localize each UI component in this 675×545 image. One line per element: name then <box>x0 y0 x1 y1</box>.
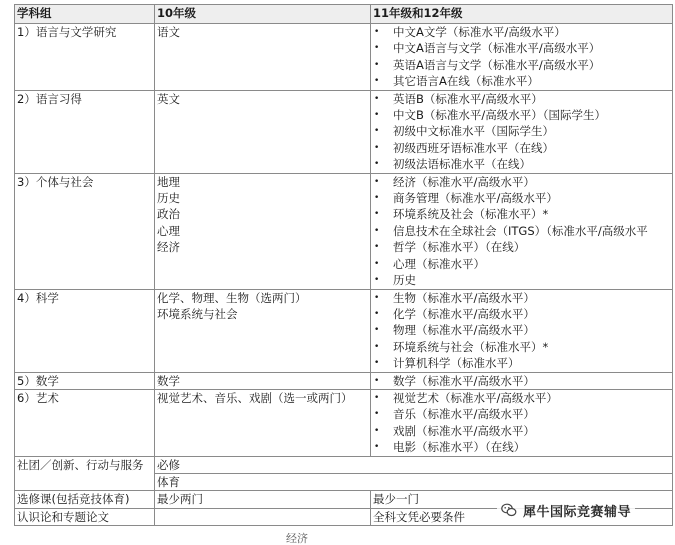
course-item: • 电影（标准水平）（在线） <box>373 439 670 455</box>
grade10-subject: 数学 <box>157 373 180 388</box>
course-item: • 音乐（标准水平/高级水平） <box>373 406 670 422</box>
grade10-subjects <box>155 24 371 91</box>
course-item: • 初级法语标准水平（在线） <box>373 156 670 172</box>
clubs-required: 必修 <box>155 456 673 473</box>
course-item: • 视觉艺术（标准水平/高级水平） <box>373 390 670 406</box>
course-item: • 化学（标准水平/高级水平） <box>373 306 670 322</box>
table-row-group-3 <box>15 173 673 289</box>
grade10-subjects <box>155 372 371 389</box>
electives-grade11-12: 最少一门 <box>371 491 673 508</box>
course-item: • 戏剧（标准水平/高级水平） <box>373 423 670 439</box>
grade11-12-courses <box>371 289 673 372</box>
table-row-group-5 <box>15 372 673 389</box>
header-grade10: 10年级 <box>155 5 371 24</box>
course-item: • 英语B（标准水平/高级水平） <box>373 91 670 107</box>
course-item: • 中文A文学（标准水平/高级水平） <box>373 24 670 40</box>
course-list <box>373 24 670 90</box>
group-name: 1）语言与文学研究 <box>15 24 155 91</box>
course-item: • 环境系统与社会（标准水平）* <box>373 339 670 355</box>
course-item: • 信息技术在全球社会（ITGS）（标准水平/高级水平 <box>373 223 670 239</box>
course-item: • 物理（标准水平/高级水平） <box>373 322 670 338</box>
grade11-12-courses <box>371 372 673 389</box>
course-item: • 初级中文标准水平（国际学生） <box>373 123 670 139</box>
course-item: • 环境系统及社会（标准水平）* <box>373 206 670 222</box>
table-row-group-1 <box>15 24 673 91</box>
course-list <box>373 290 670 372</box>
grade10-subject: 政治 <box>157 207 180 222</box>
grade11-12-courses <box>371 389 673 456</box>
grade10-subjects <box>155 389 371 456</box>
course-item: • 经济（标准水平/高级水平） <box>373 174 670 190</box>
course-list <box>373 174 670 289</box>
course-item: • 数学（标准水平/高级水平） <box>373 373 670 389</box>
tok-label: 认识论和专题论文 <box>15 508 155 525</box>
course-item: • 生物（标准水平/高级水平） <box>373 290 670 306</box>
tok-grade10 <box>155 508 371 525</box>
course-list <box>373 390 670 456</box>
grade10-subject: 心理 <box>157 223 180 238</box>
clubs-label: 社团／创新、行动与服务 <box>15 456 155 491</box>
header-subject-group: 学科组 <box>15 5 155 24</box>
group-name: 5）数学 <box>15 372 155 389</box>
course-item: • 英语A语言与文学（标准水平/高级水平） <box>373 57 670 73</box>
grade10-subjects <box>155 90 371 173</box>
tok-grade11-12: 全科文凭必要条件 <box>371 508 673 525</box>
course-list <box>373 373 670 389</box>
pe-value: 体育 <box>155 473 673 490</box>
course-item: • 商务管理（标准水平/高级水平） <box>373 190 670 206</box>
group-name: 3）个体与社会 <box>15 173 155 289</box>
grade11-12-courses <box>371 173 673 289</box>
table-row-group-6 <box>15 389 673 456</box>
group-name: 4）科学 <box>15 289 155 372</box>
grade10-subjects <box>155 289 371 372</box>
course-item: • 中文A语言与文学（标准水平/高级水平） <box>373 40 670 56</box>
course-item: • 其它语言A在线（标准水平） <box>373 73 670 89</box>
table-row-group-4 <box>15 289 673 372</box>
grade10-subject: 语文 <box>157 25 180 39</box>
grade10-subject: 经济 <box>157 240 180 255</box>
grade10-subject: 地理 <box>157 174 180 189</box>
grade10-subject: 化学、物理、生物（选两门） <box>157 290 307 305</box>
course-item: • 哲学（标准水平）（在线） <box>373 239 670 255</box>
course-list <box>373 91 670 173</box>
cut-off-text: 经济 <box>286 532 308 545</box>
grade10-subject: 历史 <box>157 191 180 206</box>
group-name: 6）艺术 <box>15 389 155 456</box>
table-row-clubs <box>15 456 673 473</box>
grade10-subject: 环境系统与社会 <box>157 306 238 321</box>
curriculum-table <box>14 4 673 526</box>
course-item: • 中文B（标准水平/高级水平）（国际学生） <box>373 107 670 123</box>
grade11-12-courses <box>371 24 673 91</box>
wechat-icon <box>501 502 517 518</box>
watermark <box>497 499 635 521</box>
electives-label: 选修课(包括竞技体育) <box>15 491 155 508</box>
course-item: • 历史 <box>373 272 670 288</box>
grade10-subjects <box>155 173 371 289</box>
header-grade11-12: 11年级和12年级 <box>371 5 673 24</box>
electives-grade10: 最少两门 <box>155 491 371 508</box>
grade10-subject: 英文 <box>157 91 180 106</box>
course-item: • 初级西班牙语标准水平（在线） <box>373 140 670 156</box>
grade11-12-courses <box>371 90 673 173</box>
table-header-row <box>15 5 673 24</box>
group-name: 2）语言习得 <box>15 90 155 173</box>
course-item: • 心理（标准水平） <box>373 256 670 272</box>
grade10-subject: 视觉艺术、音乐、戏剧（选一或两门） <box>157 390 353 405</box>
watermark-text: 犀牛国际竞赛辅导 <box>523 504 632 520</box>
course-item: • 计算机科学（标准水平） <box>373 355 670 371</box>
table-row-group-2 <box>15 90 673 173</box>
